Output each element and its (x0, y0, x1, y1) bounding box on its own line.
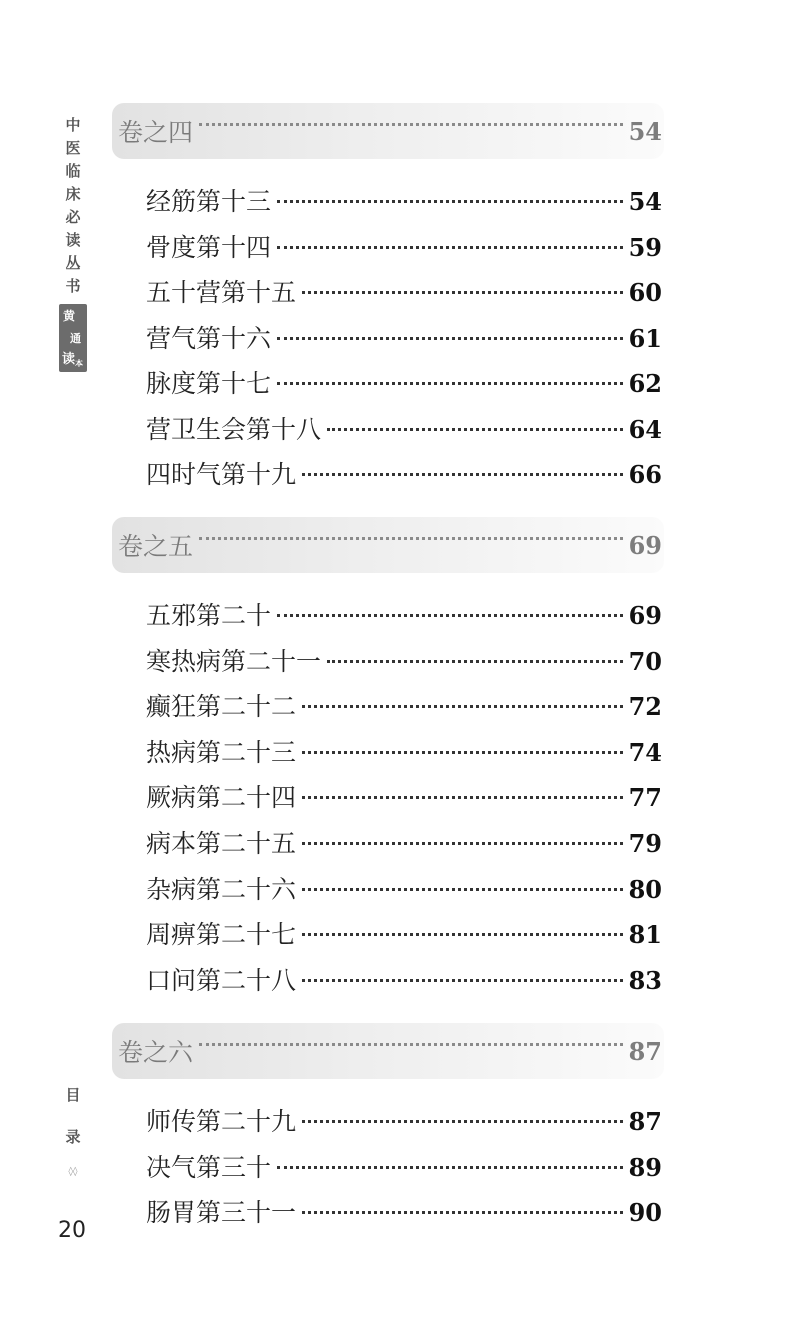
toc-entry[interactable] (146, 1148, 662, 1188)
toc-entry[interactable] (146, 1102, 662, 1142)
leader-dots (302, 796, 623, 799)
book-logo (59, 304, 87, 372)
page-ref: 89 (628, 1153, 662, 1182)
toc-volume-4[interactable] (118, 103, 662, 159)
page-number: 20 (58, 1218, 86, 1243)
entry-title: 肠胃第三十一 (146, 1198, 297, 1227)
page-ref: 80 (628, 875, 662, 904)
entry-title: 癫狂第二十二 (146, 692, 297, 721)
series-char: 读 (65, 231, 81, 249)
leader-dots (327, 428, 623, 431)
toc-entry[interactable] (146, 687, 662, 727)
toc-entry[interactable] (146, 733, 662, 773)
leader-dots (302, 1120, 623, 1123)
toc-entry[interactable] (146, 228, 662, 268)
leader-dots (199, 537, 623, 540)
page-ref: 60 (628, 278, 662, 307)
section-char: 录 (65, 1128, 81, 1146)
entry-title: 杂病第二十六 (146, 875, 297, 904)
leader-dots (277, 246, 623, 249)
toc-entry[interactable] (146, 915, 662, 955)
page-ref: 83 (628, 966, 662, 995)
leader-dots (199, 123, 623, 126)
leader-dots (302, 888, 623, 891)
leader-dots (302, 933, 623, 936)
toc-volume-6[interactable] (118, 1023, 662, 1079)
page-ref: 64 (628, 415, 662, 444)
toc-entry[interactable] (146, 455, 662, 495)
leader-dots (302, 473, 623, 476)
series-char: 医 (65, 139, 81, 157)
logo-char: 本 (75, 358, 83, 368)
entry-title: 五邪第二十 (146, 601, 272, 630)
entry-title: 营卫生会第十八 (146, 415, 322, 444)
page-ref: 87 (628, 1107, 662, 1136)
logo-char: 读 (62, 352, 76, 367)
toc-entry[interactable] (146, 824, 662, 864)
toc-entry[interactable] (146, 1193, 662, 1233)
page-ref: 61 (628, 324, 662, 353)
section-char: 目 (65, 1086, 81, 1104)
page-ref: 79 (628, 829, 662, 858)
page-ref: 77 (628, 783, 662, 812)
volume-title: 卷之四 (118, 118, 194, 147)
leader-dots (199, 1043, 623, 1046)
leader-dots (302, 751, 623, 754)
toc-entry[interactable] (146, 410, 662, 450)
page-ref: 54 (628, 116, 662, 146)
page-ref: 54 (628, 187, 662, 216)
toc-entry[interactable] (146, 870, 662, 910)
series-char: 书 (65, 277, 81, 295)
toc-entry[interactable] (146, 642, 662, 682)
page-ref: 66 (628, 460, 662, 489)
entry-title: 决气第三十 (146, 1153, 272, 1182)
entry-title: 脉度第十七 (146, 369, 272, 398)
toc-entry[interactable] (146, 319, 662, 359)
entry-title: 病本第二十五 (146, 829, 297, 858)
section-label-vertical (60, 1084, 86, 1176)
entry-title: 骨度第十四 (146, 233, 272, 262)
leader-dots (302, 842, 623, 845)
series-char: 中 (65, 116, 81, 134)
series-char: 丛 (65, 254, 81, 272)
page-ref: 90 (628, 1198, 662, 1227)
series-char: 必 (65, 208, 81, 226)
leader-dots (302, 291, 623, 294)
entry-title: 四时气第十九 (146, 460, 297, 489)
leader-dots (302, 705, 623, 708)
ornament-icon: ◊◊ (68, 1167, 78, 1177)
entry-title: 口问第二十八 (146, 966, 297, 995)
toc-entry[interactable] (146, 961, 662, 1001)
entry-title: 师传第二十九 (146, 1107, 297, 1136)
entry-title: 热病第二十三 (146, 738, 297, 767)
page-ref: 87 (628, 1036, 662, 1066)
page-ref: 81 (628, 920, 662, 949)
logo-char: 通 (70, 332, 81, 345)
entry-title: 营气第十六 (146, 324, 272, 353)
leader-dots (302, 1211, 623, 1214)
leader-dots (277, 337, 623, 340)
logo-char: 黄 (63, 309, 76, 323)
page-ref: 62 (628, 369, 662, 398)
toc-entry[interactable] (146, 778, 662, 818)
volume-title: 卷之六 (118, 1038, 194, 1067)
toc-entry[interactable] (146, 596, 662, 636)
entry-title: 五十营第十五 (146, 278, 297, 307)
entry-title: 经筋第十三 (146, 187, 272, 216)
leader-dots (302, 979, 623, 982)
toc-entry[interactable] (146, 364, 662, 404)
page-ref: 74 (628, 738, 662, 767)
page-ref: 69 (628, 601, 662, 630)
toc-entry[interactable] (146, 182, 662, 222)
leader-dots (277, 200, 623, 203)
page-ref: 69 (628, 530, 662, 560)
page-ref: 72 (628, 692, 662, 721)
series-char: 临 (65, 162, 81, 180)
series-char: 床 (65, 185, 81, 203)
series-title-vertical (60, 114, 86, 372)
leader-dots (277, 382, 623, 385)
entry-title: 周痹第二十七 (146, 920, 297, 949)
entry-title: 寒热病第二十一 (146, 647, 322, 676)
entry-title: 厥病第二十四 (146, 783, 297, 812)
toc-volume-5[interactable] (118, 517, 662, 573)
leader-dots (327, 660, 623, 663)
leader-dots (277, 614, 623, 617)
leader-dots (277, 1166, 623, 1169)
toc-entry[interactable] (146, 273, 662, 313)
page-ref: 59 (628, 233, 662, 262)
page-ref: 70 (628, 647, 662, 676)
volume-title: 卷之五 (118, 532, 194, 561)
